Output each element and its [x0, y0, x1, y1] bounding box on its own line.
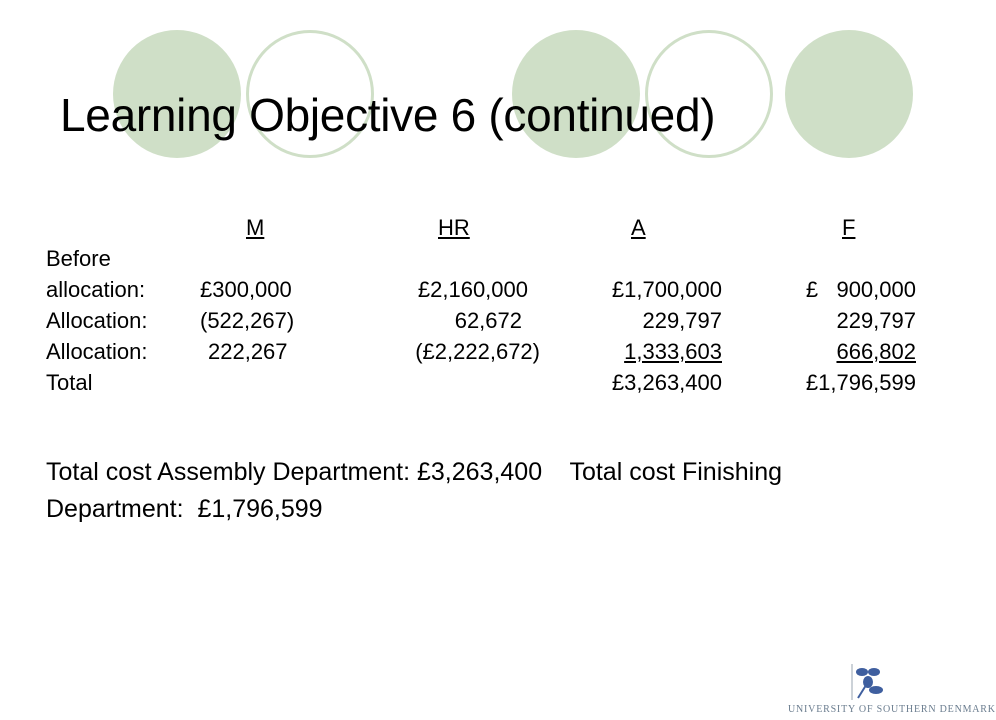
- cell-f: £1,796,599: [805, 370, 916, 395]
- slide-title: Learning Objective 6 (continued): [60, 89, 716, 141]
- cell-f: £ 900,000: [805, 277, 916, 302]
- cell-hr: £2,160,000: [417, 277, 528, 302]
- logo-text: UNIVERSITY OF SOUTHERN DENMARK: [788, 704, 996, 715]
- cell-m: 222,267: [208, 339, 288, 364]
- table-header-row: [46, 212, 916, 243]
- cell-hr: 62,672: [454, 308, 522, 333]
- cell-a: 229,797: [642, 308, 722, 333]
- table-row-total: [46, 367, 916, 398]
- col-header-a: A: [631, 215, 646, 240]
- table-row-before: [46, 243, 916, 274]
- row-label: Allocation:: [46, 339, 148, 364]
- table-row-allocation-1: [46, 305, 916, 336]
- university-logo: [788, 662, 996, 718]
- row-label: Allocation:: [46, 308, 148, 333]
- col-header-m: M: [246, 215, 265, 240]
- row-label: Total: [46, 370, 93, 395]
- cell-a: 1,333,603: [624, 339, 722, 364]
- row-label: allocation:: [46, 277, 146, 302]
- allocation-table: [46, 212, 916, 398]
- cell-m: (522,267): [200, 308, 295, 333]
- col-header-f: F: [842, 215, 856, 240]
- decor-circle-5: [785, 30, 913, 158]
- cell-hr: (£2,222,672): [415, 339, 540, 364]
- summary-text: Total cost Assembly Department: £3,263,400 Total cost Finishing Department: £1,796,599: [46, 458, 789, 523]
- cell-a: £3,263,400: [611, 370, 722, 395]
- row-label: Before: [46, 246, 111, 271]
- table-row-allocation-2: [46, 336, 916, 367]
- cell-f: 666,802: [836, 339, 916, 364]
- cell-a: £1,700,000: [611, 277, 722, 302]
- table-row-before-allocation: [46, 274, 916, 305]
- cell-f: 229,797: [836, 308, 916, 333]
- leaf-icon: [846, 662, 890, 702]
- cell-m: £300,000: [200, 277, 292, 302]
- col-header-hr: HR: [438, 215, 470, 240]
